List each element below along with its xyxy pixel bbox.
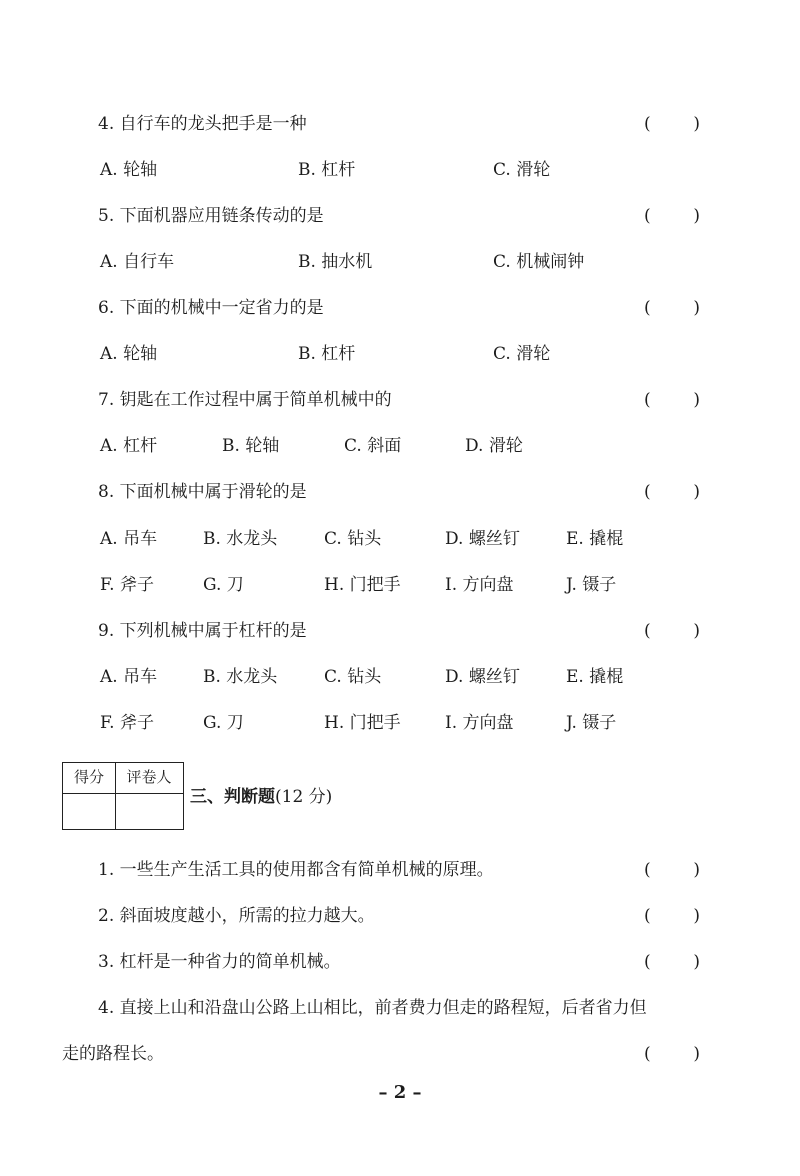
answer-blank[interactable]: ( ) (644, 114, 700, 134)
option: E. 撬棍 (566, 667, 624, 687)
answer-blank[interactable]: ( ) (644, 390, 700, 410)
option: J. 镊子 (566, 575, 617, 595)
option: H. 门把手 (324, 713, 401, 733)
option: A. 自行车 (100, 252, 175, 272)
score-label: 得分 (73, 768, 104, 786)
answer-blank[interactable]: ( ) (644, 952, 700, 972)
answer-blank[interactable]: ( ) (644, 906, 700, 926)
option: C. 滑轮 (493, 344, 551, 364)
section-points: (12 分) (275, 787, 333, 807)
grader-label: 评卷人 (126, 768, 172, 786)
answer-blank[interactable]: ( ) (644, 298, 700, 318)
score-box (62, 762, 184, 830)
mc-question-4-stem: 4. 自行车的龙头把手是一种 (98, 114, 307, 134)
option: E. 撬棍 (566, 529, 624, 549)
option: B. 杠杆 (298, 344, 356, 364)
option: C. 机械闹钟 (493, 252, 585, 272)
option: B. 轮轴 (222, 436, 280, 456)
option: G. 刀 (203, 713, 244, 733)
option: D. 滑轮 (465, 436, 523, 456)
option: F. 斧子 (100, 575, 154, 595)
option: B. 抽水机 (298, 252, 373, 272)
section-title (190, 785, 332, 809)
option: H. 门把手 (324, 575, 401, 595)
tf-question-4-continuation: 走的路程长。 (62, 1044, 164, 1064)
answer-blank[interactable]: ( ) (644, 1044, 700, 1064)
option: C. 钻头 (324, 529, 382, 549)
answer-blank[interactable]: ( ) (644, 482, 700, 502)
mc-question-7-stem: 7. 钥匙在工作过程中属于简单机械中的 (98, 390, 392, 410)
tf-question-4-stem: 4. 直接上山和沿盘山公路上山相比，前者费力但走的路程短，后者省力但 (98, 998, 647, 1018)
mc-question-5-stem: 5. 下面机器应用链条传动的是 (98, 206, 324, 226)
answer-blank[interactable]: ( ) (644, 860, 700, 880)
tf-question-2-stem: 2. 斜面坡度越小，所需的拉力越大。 (98, 906, 375, 926)
option: B. 杠杆 (298, 160, 356, 180)
option: A. 吊车 (100, 529, 158, 549)
option: C. 斜面 (344, 436, 402, 456)
option: A. 轮轴 (100, 160, 158, 180)
option: B. 水龙头 (203, 529, 278, 549)
option: A. 吊车 (100, 667, 158, 687)
grader-field[interactable] (115, 793, 183, 829)
mc-question-9-stem: 9. 下列机械中属于杠杆的是 (98, 621, 307, 641)
page-number: – 2 – (378, 1082, 422, 1103)
tf-question-1-stem: 1. 一些生产生活工具的使用都含有简单机械的原理。 (98, 860, 494, 880)
tf-question-3-stem: 3. 杠杆是一种省力的简单机械。 (98, 952, 341, 972)
option: B. 水龙头 (203, 667, 278, 687)
option: I. 方向盘 (445, 575, 514, 595)
option: F. 斧子 (100, 713, 154, 733)
option: G. 刀 (203, 575, 244, 595)
option: A. 杠杆 (100, 436, 158, 456)
option: A. 轮轴 (100, 344, 158, 364)
section-title-text: 三、判断题 (190, 787, 275, 807)
mc-question-8-stem: 8. 下面机械中属于滑轮的是 (98, 482, 307, 502)
option: D. 螺丝钉 (445, 667, 520, 687)
answer-blank[interactable]: ( ) (644, 621, 700, 641)
option: J. 镊子 (566, 713, 617, 733)
score-field[interactable] (63, 793, 115, 829)
option: D. 螺丝钉 (445, 529, 520, 549)
answer-blank[interactable]: ( ) (644, 206, 700, 226)
option: I. 方向盘 (445, 713, 514, 733)
mc-question-6-stem: 6. 下面的机械中一定省力的是 (98, 298, 324, 318)
option: C. 滑轮 (493, 160, 551, 180)
option: C. 钻头 (324, 667, 382, 687)
